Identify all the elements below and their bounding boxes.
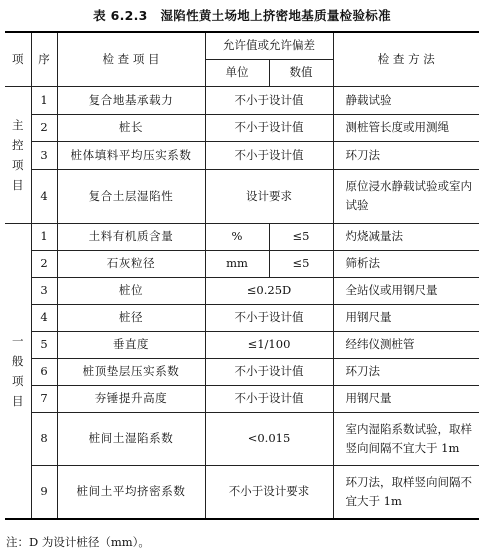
row-item: 桩间土湿陷系数 <box>57 412 205 465</box>
table-title: 表 6.2.3 湿陷性黄土场地上挤密地基质量检验标准 <box>93 8 391 23</box>
table-row <box>5 465 479 519</box>
row-method: 全站仪或用钢尺量 <box>333 277 479 304</box>
row-no: 3 <box>31 141 57 169</box>
row-item: 夯锤提升高度 <box>57 385 205 412</box>
row-no: 4 <box>31 169 57 223</box>
row-unit: mm <box>205 250 269 277</box>
row-method: 室内湿陷系数试验，取样竖向间隔不宜大于 1m <box>333 412 479 465</box>
table-row <box>5 331 479 358</box>
row-tolerance: <0.015 <box>205 412 333 465</box>
header-item: 检 查 项 目 <box>57 32 205 86</box>
row-item: 桩长 <box>57 114 205 141</box>
row-item: 复合土层湿陷性 <box>57 169 205 223</box>
row-item: 桩径 <box>57 304 205 331</box>
table-row <box>5 141 479 169</box>
table-row <box>5 412 479 465</box>
quality-inspection-table <box>5 31 479 520</box>
row-item: 桩间土平均挤密系数 <box>57 465 205 519</box>
row-method: 静载试验 <box>333 86 479 114</box>
table-row <box>5 277 479 304</box>
row-tolerance: 不小于设计值 <box>205 114 333 141</box>
header-section: 项 <box>5 32 31 86</box>
row-method: 灼烧减量法 <box>333 223 479 250</box>
table-row <box>5 385 479 412</box>
row-item: 桩体填料平均压实系数 <box>57 141 205 169</box>
row-no: 9 <box>31 465 57 519</box>
row-item: 桩位 <box>57 277 205 304</box>
row-tolerance: ≤0.25D <box>205 277 333 304</box>
row-no: 1 <box>31 223 57 250</box>
table-row <box>5 114 479 141</box>
row-tolerance: 不小于设计值 <box>205 304 333 331</box>
row-value: ≤5 <box>269 223 333 250</box>
header-unit: 单位 <box>205 59 269 86</box>
row-item: 石灰粒径 <box>57 250 205 277</box>
row-tolerance: 不小于设计值 <box>205 86 333 114</box>
row-no: 4 <box>31 304 57 331</box>
table-row <box>5 358 479 385</box>
row-no: 3 <box>31 277 57 304</box>
row-tolerance: ≤1/100 <box>205 331 333 358</box>
row-item: 桩顶垫层压实系数 <box>57 358 205 385</box>
section-label-main-control: 主控项目 <box>5 86 31 223</box>
row-method: 环刀法 <box>333 141 479 169</box>
row-no: 6 <box>31 358 57 385</box>
row-method: 用钢尺量 <box>333 385 479 412</box>
row-tolerance: 设计要求 <box>205 169 333 223</box>
row-no: 2 <box>31 114 57 141</box>
row-method: 环刀法，取样竖向间隔不宜大于 1m <box>333 465 479 519</box>
table-note: 注：D 为设计桩径（mm）。 <box>6 535 150 549</box>
row-no: 5 <box>31 331 57 358</box>
row-tolerance: 不小于设计值 <box>205 358 333 385</box>
row-value: ≤5 <box>269 250 333 277</box>
row-tolerance: 不小于设计值 <box>205 385 333 412</box>
table-row <box>5 169 479 223</box>
row-method: 筛析法 <box>333 250 479 277</box>
row-no: 1 <box>31 86 57 114</box>
row-item: 垂直度 <box>57 331 205 358</box>
row-tolerance: 不小于设计值 <box>205 141 333 169</box>
row-no: 8 <box>31 412 57 465</box>
row-no: 7 <box>31 385 57 412</box>
row-no: 2 <box>31 250 57 277</box>
header-method: 检 查 方 法 <box>333 32 479 86</box>
row-method: 环刀法 <box>333 358 479 385</box>
row-method: 原位浸水静载试验或室内试验 <box>333 169 479 223</box>
table-row <box>5 304 479 331</box>
row-item: 土料有机质含量 <box>57 223 205 250</box>
row-method: 用钢尺量 <box>333 304 479 331</box>
row-method: 经纬仪测桩管 <box>333 331 479 358</box>
header-value: 数值 <box>269 59 333 86</box>
row-method: 测桩管长度或用测绳 <box>333 114 479 141</box>
table-row <box>5 250 479 277</box>
table-row <box>5 223 479 250</box>
row-unit: % <box>205 223 269 250</box>
table-row <box>5 86 479 114</box>
section-label-general: 一般项目 <box>5 223 31 519</box>
row-tolerance: 不小于设计要求 <box>205 465 333 519</box>
row-item: 复合地基承载力 <box>57 86 205 114</box>
header-tolerance: 允许值或允许偏差 <box>205 32 333 59</box>
header-no: 序 <box>31 32 57 86</box>
